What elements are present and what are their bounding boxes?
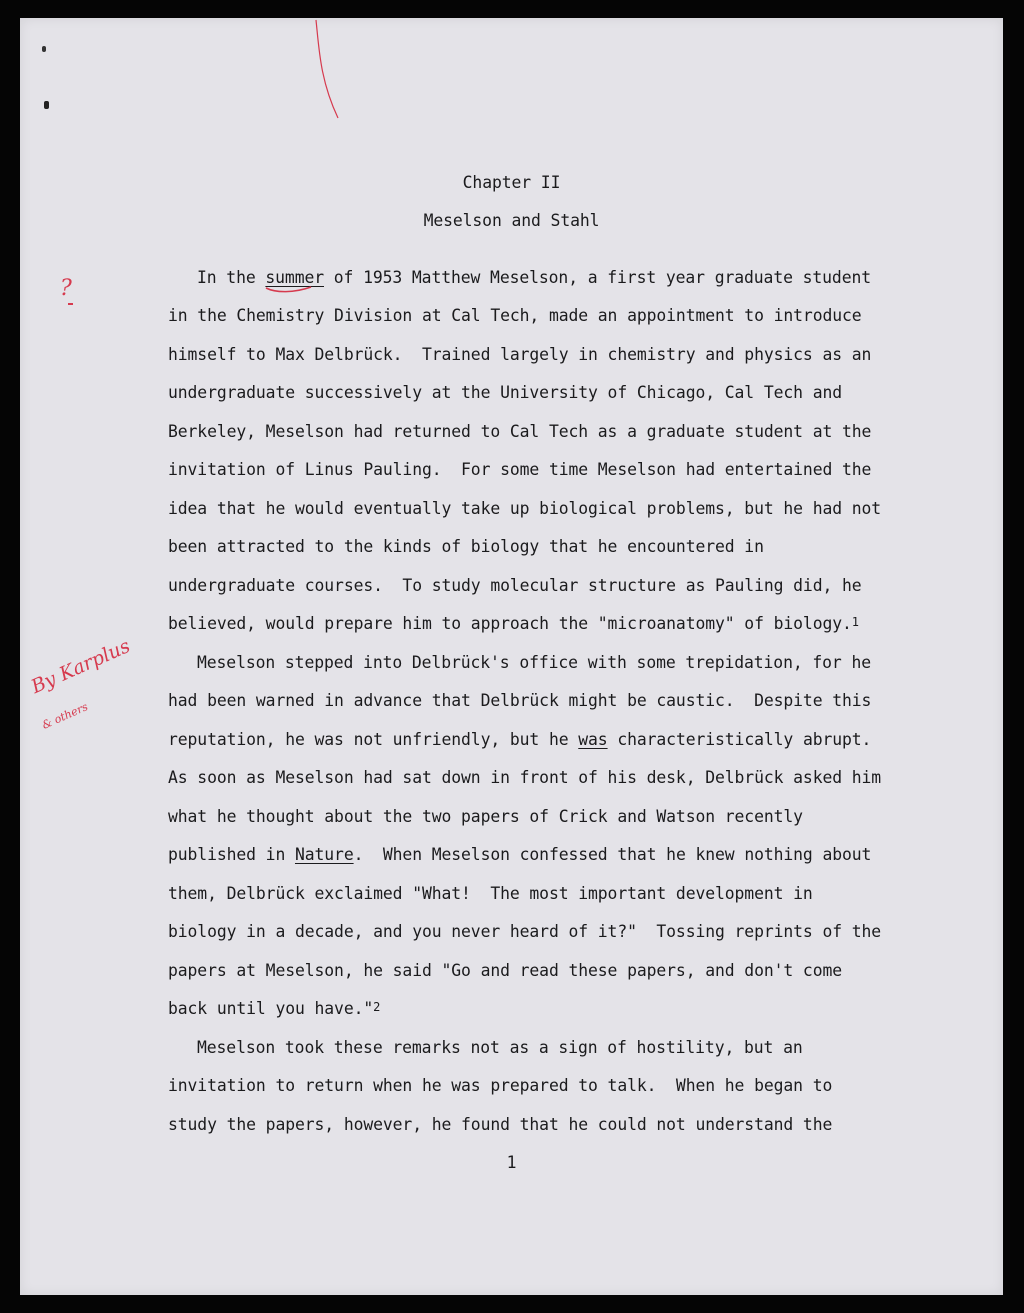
text-line: As soon as Meselson had sat down in front of his desk, Delbrück asked him xyxy=(168,768,882,787)
binder-mark-top xyxy=(42,46,46,52)
margin-note-line1: By Karplus xyxy=(28,635,134,699)
margin-question-mark: ? xyxy=(60,276,72,301)
footnote-marker: 2 xyxy=(373,1000,381,1014)
text-line: what he thought about the two papers of Crick and Watson recently xyxy=(168,807,803,826)
margin-note-line2: & others xyxy=(40,700,90,732)
binder-mark-bottom xyxy=(44,101,49,109)
page-number: 1 xyxy=(506,1153,517,1172)
underlined-word: Nature xyxy=(294,845,354,864)
text-segment: back until you have." xyxy=(168,999,374,1018)
text-segment: believed, would prepare him to approach the "microanatomy" of biology. xyxy=(168,614,852,633)
red-pen-stroke xyxy=(310,18,350,123)
text-line: invitation of Linus Pauling. For some time Meselson had entertained the xyxy=(168,460,872,479)
chapter-title: Meselson and Stahl xyxy=(423,211,600,230)
text-line: had been warned in advance that Delbrück might be caustic. Despite this xyxy=(168,691,872,710)
text-segment: of 1953 Matthew Meselson, a first year graduate student xyxy=(324,268,872,287)
text-segment: In the xyxy=(197,268,266,287)
text-segment: reputation, he was not unfriendly, but he xyxy=(168,730,579,749)
text-line: Meselson took these remarks not as a sign of hostility, but an xyxy=(197,1038,803,1057)
margin-question-dot xyxy=(68,303,73,305)
summer-squiggle xyxy=(264,284,314,294)
text-line: Berkeley, Meselson had returned to Cal Tech as a graduate student at the xyxy=(168,422,872,441)
text-line: undergraduate successively at the University of Chicago, Cal Tech and xyxy=(168,383,842,402)
underlined-word: was xyxy=(578,730,608,749)
text-line: in the Chemistry Division at Cal Tech, made an appointment to introduce xyxy=(168,306,862,325)
text-segment: published in xyxy=(168,845,295,864)
text-line: biology in a decade, and you never heard of it?" Tossing reprints of the xyxy=(168,922,882,941)
text-line xyxy=(168,845,871,865)
text-segment: . When Meselson confessed that he knew nothing about xyxy=(353,845,872,864)
text-line xyxy=(168,999,380,1019)
text-segment: characteristically abrupt. xyxy=(607,730,872,749)
text-line xyxy=(168,730,871,750)
text-line: Meselson stepped into Delbrück's office with some trepidation, for he xyxy=(197,653,871,672)
text-line: idea that he would eventually take up biological problems, but he had not xyxy=(168,499,882,518)
chapter-heading: Chapter II xyxy=(462,173,561,192)
text-line: been attracted to the kinds of biology that he encountered in xyxy=(168,537,764,556)
text-line: himself to Max Delbrück. Trained largely in chemistry and physics as an xyxy=(168,345,872,364)
text-line: undergraduate courses. To study molecular structure as Pauling did, he xyxy=(168,576,862,595)
text-line: invitation to return when he was prepared to talk. When he began to xyxy=(168,1076,833,1095)
text-line: papers at Meselson, he said "Go and read these papers, and don't come xyxy=(168,961,842,980)
text-line xyxy=(168,614,859,634)
document-page xyxy=(20,18,1003,1295)
text-line: them, Delbrück exclaimed "What! The most important development in xyxy=(168,884,813,903)
text-line: study the papers, however, he found that he could not understand the xyxy=(168,1115,833,1134)
underlined-word: summer xyxy=(265,268,324,287)
footnote-marker: 1 xyxy=(851,615,859,629)
